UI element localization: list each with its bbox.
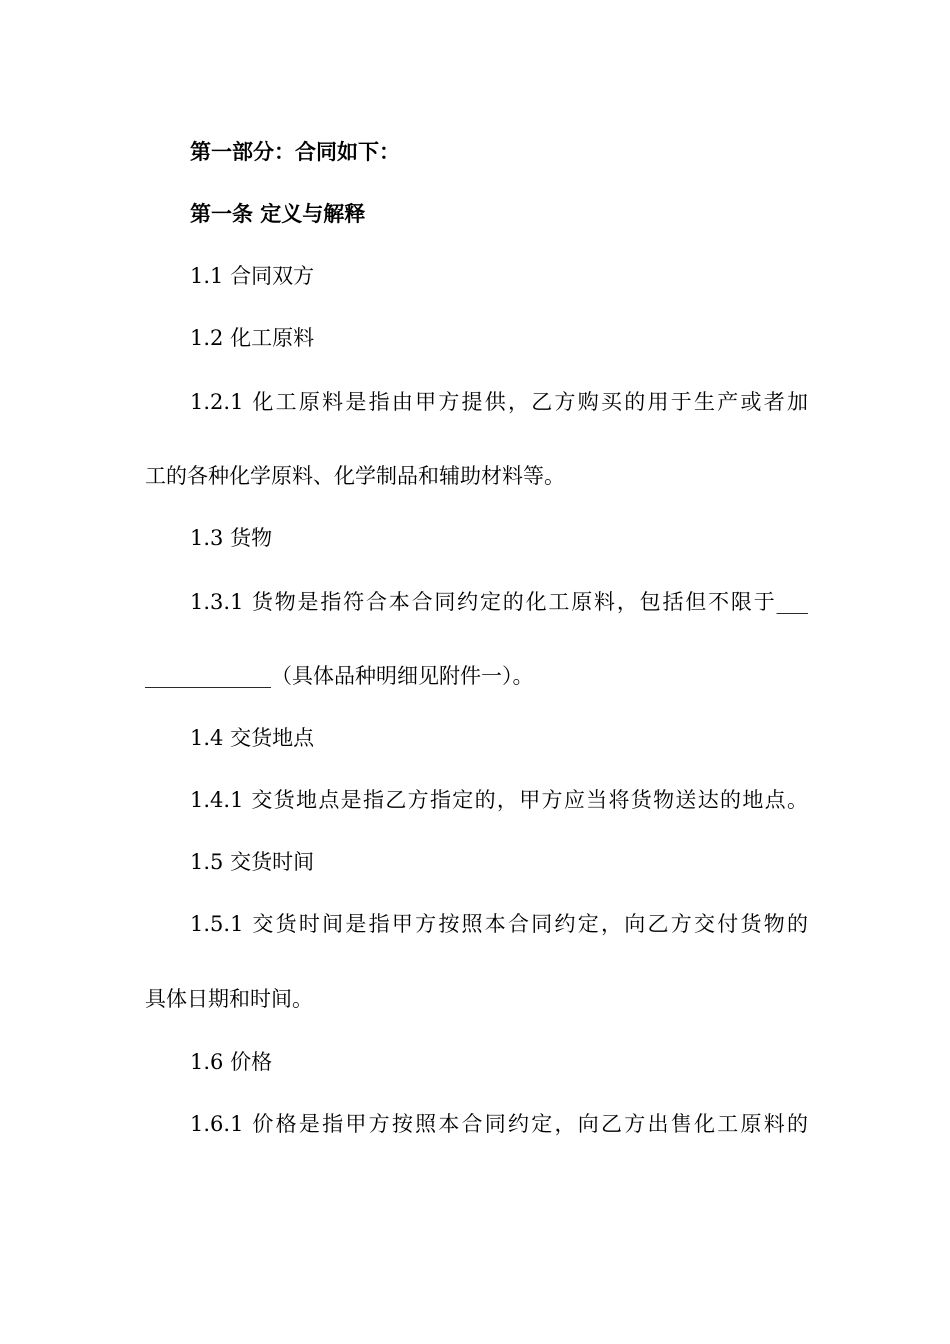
section-1-2-1-line-1: 1.2.1 化工原料是指由甲方提供，乙方购买的用于生产或者加 [190,390,808,414]
section-1-3: 1.3 货物 [190,526,273,550]
section-1-5-1-line-2: 具体日期和时间。 [145,987,313,1011]
section-1-3-1-line-1: 1.3.1 货物是指符合本合同约定的化工原料，包括但不限于___ [190,590,808,614]
section-1-5: 1.5 交货时间 [190,850,315,874]
section-1-3-1-line-2: ____________（具体品种明细见附件一）。 [145,664,534,688]
section-1-5-1-line-1: 1.5.1 交货时间是指甲方按照本合同约定，向乙方交付货物的 [190,912,808,936]
section-1-4-1: 1.4.1 交货地点是指乙方指定的，甲方应当将货物送达的地点。 [190,788,808,812]
section-1-2: 1.2 化工原料 [190,326,315,350]
section-1-6-1-line-1: 1.6.1 价格是指甲方按照本合同约定，向乙方出售化工原料的 [190,1112,808,1136]
part-heading: 第一部分：合同如下： [190,140,400,164]
section-1-6: 1.6 价格 [190,1050,273,1074]
section-1-1: 1.1 合同双方 [190,264,315,288]
section-1-2-1-line-2: 工的各种化学原料、化学制品和辅助材料等。 [145,464,565,488]
section-1-4: 1.4 交货地点 [190,726,315,750]
article-heading: 第一条 定义与解释 [190,202,366,226]
